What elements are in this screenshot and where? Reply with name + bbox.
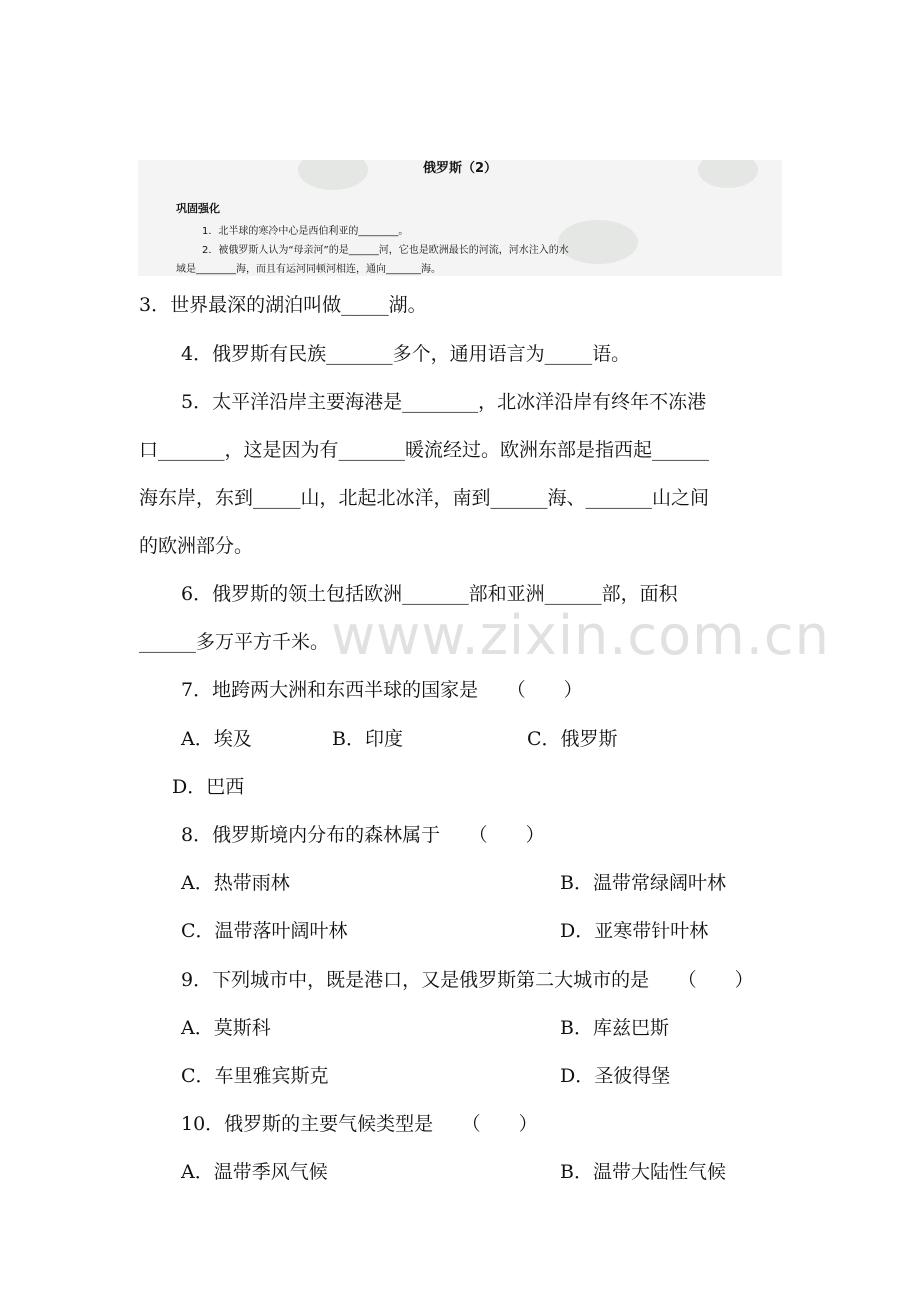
q10-option-a: A．温带季风气候 xyxy=(181,1161,328,1183)
q7-option-a: A．埃及 xyxy=(181,728,252,750)
question-4: 4．俄罗斯有民族_______多个，通用语言为_____语。 xyxy=(181,343,631,365)
question-5-line-3: 海东岸，东到_____山，北起北冰洋，南到______海、_______山之间 xyxy=(139,487,710,509)
question-6-line-2: ______多万平方千米。 xyxy=(139,631,330,653)
question-5-line-4: 的欧洲部分。 xyxy=(139,535,254,557)
question-10: 10．俄罗斯的主要气候类型是 （ ） xyxy=(181,1113,538,1135)
q7-option-d: D．巴西 xyxy=(172,776,245,798)
question-3: 3．世界最深的湖泊叫做_____湖。 xyxy=(139,294,427,316)
question-5-line-1: 5．太平洋沿岸主要海港是________，北冰洋沿岸有终年不冻港 xyxy=(181,391,707,413)
q7-option-c: C．俄罗斯 xyxy=(527,728,618,750)
question-6-line-1: 6．俄罗斯的领土包括欧洲_______部和亚洲______部，面积 xyxy=(181,583,678,605)
question-2-line-1: 2．被俄罗斯人认为“母亲河”的是______河，它也是欧洲最长的河流，河水注入的水 xyxy=(202,245,569,256)
q7-option-b: B．印度 xyxy=(332,728,403,750)
question-1: 1．北半球的寒冷中心是西伯利亚的________。 xyxy=(202,226,409,237)
q9-option-b: B．库兹巴斯 xyxy=(560,1017,669,1039)
question-7: 7．地跨两大洲和东西半球的国家是 （ ） xyxy=(181,679,583,701)
question-2-line-2: 域是________海，而且有运河同顿河相连，通向_______海。 xyxy=(176,264,441,275)
section-heading: 巩固强化 xyxy=(176,202,220,215)
q9-option-d: D．圣彼得堡 xyxy=(560,1065,671,1087)
q8-option-a: A．热带雨林 xyxy=(181,872,290,894)
watermark-text: www.zixin.com.cn xyxy=(331,604,830,667)
header-screenshot xyxy=(138,160,782,276)
question-8: 8．俄罗斯境内分布的森林属于 （ ） xyxy=(181,824,545,846)
q9-option-a: A．莫斯科 xyxy=(181,1017,271,1039)
watermark-blob xyxy=(558,220,638,264)
q10-option-b: B．温带大陆性气候 xyxy=(560,1161,726,1183)
q8-option-b: B．温带常绿阔叶林 xyxy=(560,872,726,894)
question-5-line-2: 口_______，这是因为有_______暖流经过。欧洲东部是指西起______ xyxy=(139,439,710,461)
q8-option-d: D．亚寒带针叶林 xyxy=(560,920,709,942)
q9-option-c: C．车里雅宾斯克 xyxy=(181,1065,329,1087)
worksheet-title: 俄罗斯（2） xyxy=(422,161,498,176)
q8-option-c: C．温带落叶阔叶林 xyxy=(181,920,348,942)
question-9: 9．下列城市中，既是港口，又是俄罗斯第二大城市的是 （ ） xyxy=(181,969,754,991)
